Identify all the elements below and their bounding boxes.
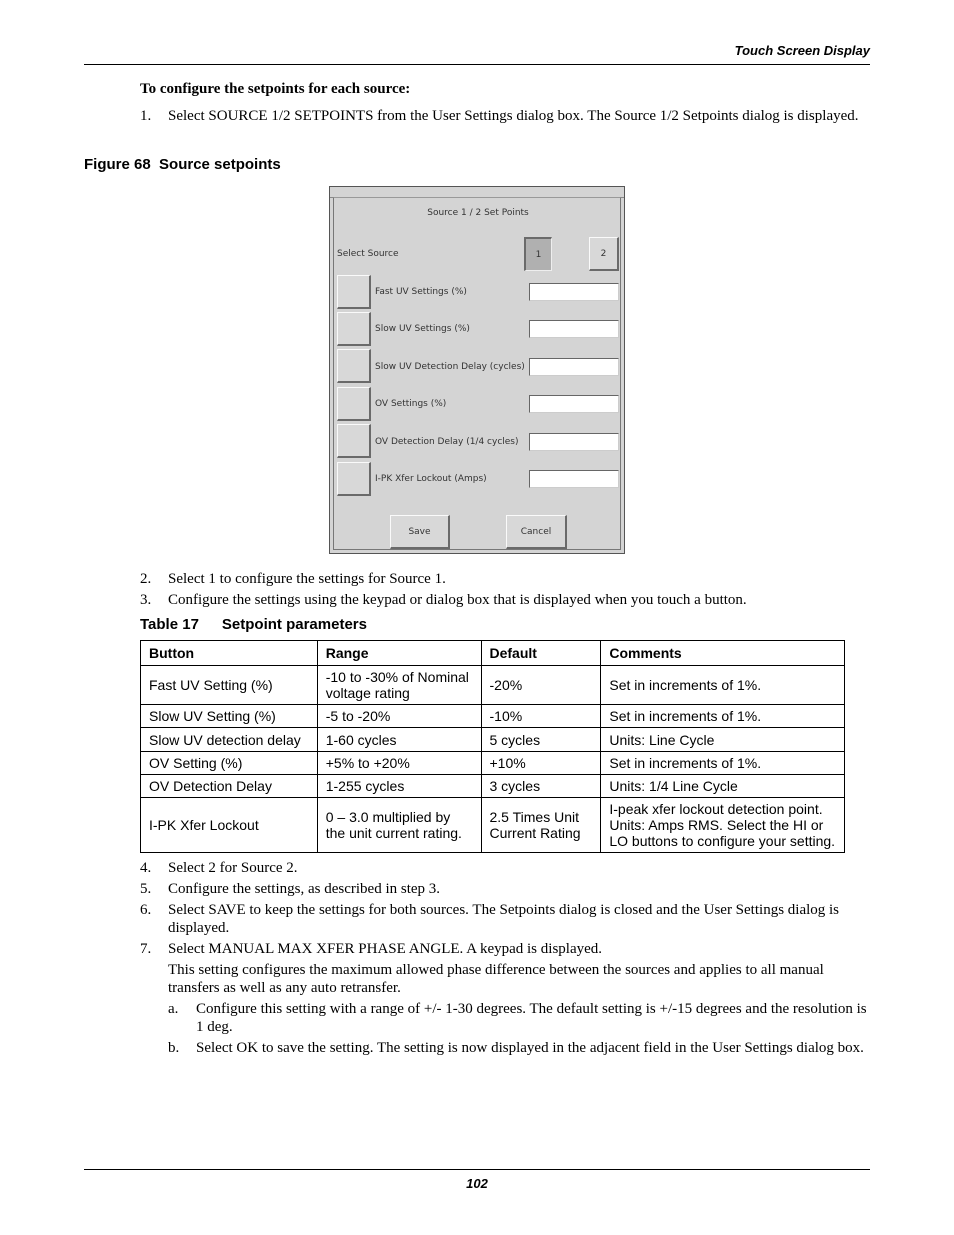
step-number: 1. [140,108,152,124]
footer-rule [84,1169,870,1170]
table-cell: +10% [481,752,601,775]
table-cell: Slow UV Setting (%) [141,705,318,728]
table-cell: Set in increments of 1%. [601,705,845,728]
step-number: 7. [140,941,152,957]
table-cell: OV Setting (%) [141,752,318,775]
step-text: Configure the settings, as described in step 3. [168,881,441,897]
figure-title: Source setpoints [159,156,281,173]
table-cell: Slow UV detection delay [141,728,318,752]
table-row [141,798,845,853]
step-text: Configure the settings using the keypad or dialog box that is displayed when you touch a button. [168,592,747,608]
table-cell: 3 cycles [481,775,601,798]
ov-settings-label: OV Settings (%) [375,399,447,409]
table-label: Table 17 [140,616,199,633]
table-row [141,728,845,752]
table-cell: +5% to +20% [317,752,481,775]
slow-uv-settings-button[interactable] [337,312,371,346]
table-cell: Units: Line Cycle [601,728,845,752]
step-text: Select SAVE to keep the settings for both sources. The Setpoints dialog is closed and the User Settings dialog is displayed. [168,902,840,936]
table-cell: Set in increments of 1%. [601,752,845,775]
save-button[interactable]: Save [390,515,450,549]
table-row [141,775,845,798]
table-cell: I-PK Xfer Lockout [141,798,318,853]
slow-uv-settings-label: Slow UV Settings (%) [375,324,470,334]
table-cell: Fast UV Setting (%) [141,666,318,705]
page-number: 102 [466,1176,488,1191]
table-cell: Set in increments of 1%. [601,666,845,705]
step-7-note: This setting configures the maximum allowed phase difference between the sources and applies to all manual transfers as well as any auto retransfer. [168,962,824,996]
column-header: Comments [601,641,845,666]
table-row [141,666,845,705]
slow-uv-settings-field[interactable] [529,320,619,338]
step-text: Select 2 for Source 2. [168,860,298,876]
step-number: 5. [140,881,152,897]
table-cell: 1-255 cycles [317,775,481,798]
table-cell: 0 – 3.0 multiplied by the unit current rating. [317,798,481,853]
ipk-xfer-lockout-field[interactable] [529,470,619,488]
header-rule [84,64,870,65]
substep-letter: b. [168,1040,180,1056]
column-header: Range [317,641,481,666]
ov-settings-button[interactable] [337,387,371,421]
table-cell: OV Detection Delay [141,775,318,798]
table-cell: 2.5 Times Unit Current Rating [481,798,601,853]
table-cell: -10 to -30% of Nominal voltage rating [317,666,481,705]
substep-text: Configure this setting with a range of +/- 1-30 degrees. The default setting is +/-15 degrees and the resolution is 1 deg. [196,1001,867,1035]
select-source-label: Select Source [337,249,399,259]
setpoint-parameters-table [140,640,845,853]
cancel-button[interactable]: Cancel [506,515,567,549]
substep-letter: a. [168,1001,179,1017]
ov-detection-delay-label: OV Detection Delay (1/4 cycles) [375,437,519,447]
table-row [141,705,845,728]
fast-uv-settings-button[interactable] [337,275,371,309]
fast-uv-settings-label: Fast UV Settings (%) [375,287,467,297]
fast-uv-settings-field[interactable] [529,283,619,301]
ipk-xfer-lockout-label: I-PK Xfer Lockout (Amps) [375,474,487,484]
step-number: 6. [140,902,152,918]
ov-detection-delay-button[interactable] [337,424,371,458]
running-header: Touch Screen Display [734,43,870,58]
table-cell: Units: 1/4 Line Cycle [601,775,845,798]
procedure-heading: To configure the setpoints for each source: [140,81,411,97]
ov-detection-delay-field[interactable] [529,433,619,451]
step-text: Select 1 to configure the settings for Source 1. [168,571,446,587]
step-text: Select MANUAL MAX XFER PHASE ANGLE. A keypad is displayed. [168,941,603,957]
table-cell: 1-60 cycles [317,728,481,752]
table-cell: 5 cycles [481,728,601,752]
source-2-button[interactable]: 2 [589,237,619,271]
step-text: Select SOURCE 1/2 SETPOINTS from the User Settings dialog box. The Source 1/2 Setpoints dialog is displayed. [168,108,859,124]
slow-uv-detection-delay-field[interactable] [529,358,619,376]
slow-uv-detection-delay-label: Slow UV Detection Delay (cycles) [375,362,525,372]
source-setpoints-dialog [329,186,625,554]
column-header: Default [481,641,601,666]
figure-label: Figure 68 [84,156,151,173]
step-number: 4. [140,860,152,876]
dialog-title: Source 1 / 2 Set Points [427,208,529,218]
slow-uv-detection-delay-button[interactable] [337,349,371,383]
column-header: Button [141,641,318,666]
step-number: 2. [140,571,152,587]
substep-text: Select OK to save the setting. The setting is now displayed in the adjacent field in the User Settings dialog box. [196,1040,864,1056]
ov-settings-field[interactable] [529,395,619,413]
table-title: Setpoint parameters [221,616,367,633]
source-1-button[interactable]: 1 [524,237,552,271]
table-row [141,752,845,775]
ipk-xfer-lockout-button[interactable] [337,462,371,496]
table-caption [140,616,367,633]
table-cell: I-peak xfer lockout detection point. Units: Amps RMS. Select the HI or LO buttons to configure your setting. [601,798,845,853]
table-cell: -5 to -20% [317,705,481,728]
table-cell: -20% [481,666,601,705]
step-number: 3. [140,592,152,608]
figure-caption [84,156,281,173]
table-cell: -10% [481,705,601,728]
table-header-row [141,641,845,666]
